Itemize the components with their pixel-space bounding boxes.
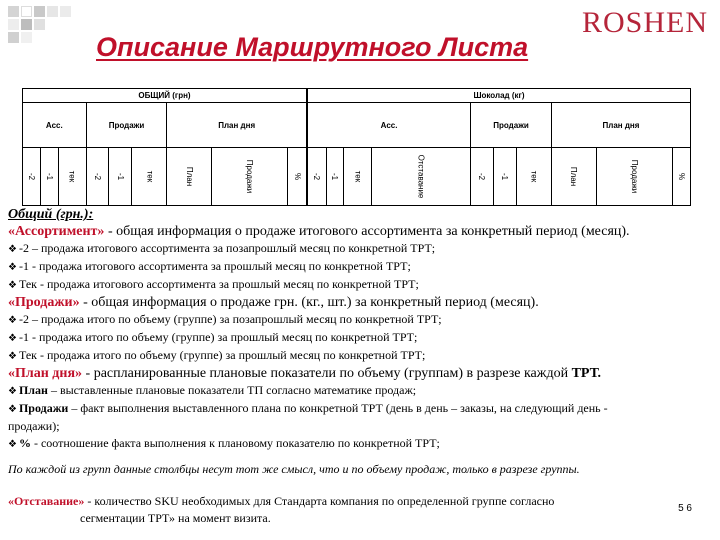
list-item: ❖ План – выставленные плановые показатели ТП согласно математике продаж; bbox=[8, 383, 417, 397]
list-item-continuation: продажи); bbox=[8, 419, 60, 433]
column-header: План bbox=[551, 148, 596, 206]
diamond-bullet-icon: ❖ bbox=[8, 333, 17, 344]
diamond-bullet-icon: ❖ bbox=[8, 351, 17, 362]
section-header: Асс. bbox=[307, 103, 471, 148]
page-title: Описание Маршрутного Листа bbox=[96, 32, 529, 62]
sales-definition bbox=[8, 294, 720, 311]
column-header: тек bbox=[132, 148, 167, 206]
column-header: Продажи bbox=[596, 148, 672, 206]
lag-definition bbox=[8, 493, 720, 510]
list-item: ❖ Тек - продажа итого по объему (группе) за прошлый месяц по конкретной ТРТ; bbox=[8, 348, 426, 362]
lag-description-continuation: сегментации ТРТ» на момент визита. bbox=[80, 511, 271, 525]
plan-term: «План дня» bbox=[8, 366, 83, 381]
lag-term: «Отставание» bbox=[8, 494, 85, 508]
assortment-term: «Ассортимент» bbox=[8, 224, 105, 239]
group-header-general: ОБЩИЙ (грн) bbox=[23, 89, 307, 103]
column-header: % bbox=[288, 148, 307, 206]
column-header: -1 bbox=[109, 148, 132, 206]
diamond-bullet-icon: ❖ bbox=[8, 404, 17, 415]
column-header: План bbox=[167, 148, 212, 206]
diamond-bullet-icon: ❖ bbox=[8, 244, 17, 255]
route-sheet-table bbox=[22, 88, 691, 206]
column-header: тек bbox=[344, 148, 372, 206]
description-body bbox=[8, 206, 720, 527]
list-item: ❖ -1 - продажа итогового ассортимента за прошлый месяц по конкретной ТРТ; bbox=[8, 259, 411, 273]
list-item: ❖ -2 – продажа итогового ассортимента за позапрошлый месяц по конкретной ТРТ; bbox=[8, 241, 436, 255]
column-header: -1 bbox=[493, 148, 516, 206]
list-item: ❖ -1 - продажа итого по объему (группе) за прошлый месяц по конкретной ТРТ; bbox=[8, 330, 418, 344]
column-header: -2 bbox=[86, 148, 109, 206]
lag-description: - количество SKU необходимых для Стандарта компания по определенной группе согласно bbox=[84, 494, 555, 508]
section-header: Продажи bbox=[86, 103, 167, 148]
sales-term: «Продажи» bbox=[8, 295, 80, 310]
page-number: 5 6 bbox=[678, 503, 692, 514]
group-note: По каждой из групп данные столбцы несут тот же смысл, что и по объему продаж, только в разрезе группы. bbox=[8, 462, 580, 476]
assortment-definition bbox=[8, 223, 720, 240]
column-header: % bbox=[672, 148, 690, 206]
section-header: План дня bbox=[167, 103, 307, 148]
diamond-bullet-icon: ❖ bbox=[8, 386, 17, 397]
roshen-logo: ROSHEN bbox=[581, 6, 708, 39]
list-item: ❖ Тек - продажа итогового ассортимента за прошлый месяц по конкретной ТРТ; bbox=[8, 277, 419, 291]
diamond-bullet-icon: ❖ bbox=[8, 262, 17, 273]
column-header: Отставание bbox=[372, 148, 471, 206]
plan-definition: «План дня» - распланированные плановые показатели по объему (группам) в разрезе каждой ТРТ. bbox=[8, 366, 602, 381]
column-header: -2 bbox=[23, 148, 41, 206]
section-header: Асс. bbox=[23, 103, 87, 148]
plan-description: - распланированные плановые показатели по объему (группам) в разрезе каждой bbox=[82, 366, 572, 381]
group-header-chocolate: Шоколад (кг) bbox=[307, 89, 691, 103]
column-header: -1 bbox=[40, 148, 58, 206]
column-header: -2 bbox=[471, 148, 494, 206]
column-header: тек bbox=[516, 148, 551, 206]
column-header: тек bbox=[58, 148, 86, 206]
diamond-bullet-icon: ❖ bbox=[8, 439, 17, 450]
list-item: ❖ Продажи – факт выполнения выставленного плана по конкретной ТРТ (день в день – заказы, на следующий день - bbox=[8, 401, 608, 415]
diamond-bullet-icon: ❖ bbox=[8, 315, 17, 326]
diamond-bullet-icon: ❖ bbox=[8, 280, 17, 291]
assortment-description: - общая информация о продаже итогового ассортимента за конкретный период (месяц). bbox=[104, 224, 630, 239]
column-header: Продажи bbox=[212, 148, 288, 206]
general-heading: Общий (грн.): bbox=[8, 207, 94, 222]
section-header: Продажи bbox=[471, 103, 552, 148]
column-header: -2 bbox=[307, 148, 326, 206]
column-header: -1 bbox=[326, 148, 344, 206]
sales-description: - общая информация о продаже грн. (кг., шт.) за конкретный период (месяц). bbox=[79, 295, 539, 310]
list-item: ❖ -2 – продажа итого по объему (группе) за позапрошлый месяц по конкретной ТРТ; bbox=[8, 312, 442, 326]
list-item: ❖ % - соотношение факта выполнения к плановому показателю по конкретной ТРТ; bbox=[8, 436, 440, 450]
section-header: План дня bbox=[551, 103, 690, 148]
